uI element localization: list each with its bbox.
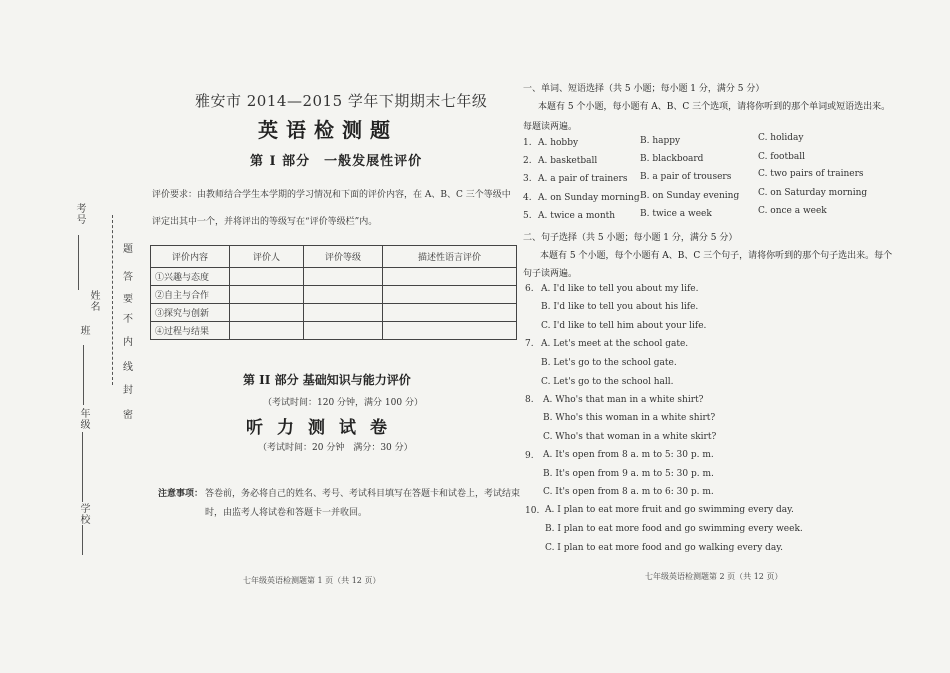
table-cell-description bbox=[383, 322, 517, 340]
question-number: 2. bbox=[523, 156, 532, 166]
option-c: C. Let's go to the school hall. bbox=[541, 377, 674, 387]
class-label: 班 bbox=[78, 325, 89, 336]
option-b: B. a pair of trousers bbox=[640, 172, 732, 182]
table-cell-evaluator bbox=[230, 322, 304, 340]
part2-time: （考试时间：120 分钟，满分 100 分） bbox=[263, 398, 423, 408]
grade-line bbox=[82, 432, 83, 502]
seal-char: 内 bbox=[123, 337, 133, 348]
notice-line-2: 时，由监考人将试卷和答题卡一并收回。 bbox=[205, 508, 368, 518]
question-number: 7. bbox=[525, 339, 534, 349]
table-cell-grade bbox=[304, 268, 383, 286]
option-b: B. Let's go to the school gate. bbox=[541, 358, 677, 368]
option-b: B. twice a week bbox=[640, 209, 712, 219]
seal-char: 题 bbox=[123, 244, 133, 255]
school-label: 学校 bbox=[78, 503, 89, 525]
option-b: B. on Sunday evening bbox=[640, 191, 740, 201]
evaluation-table bbox=[150, 245, 517, 340]
table-header-row bbox=[151, 246, 517, 268]
table-cell-grade bbox=[304, 286, 383, 304]
option-c: C. once a week bbox=[758, 206, 827, 216]
option-c: C. Who's that woman in a white skirt? bbox=[543, 432, 717, 442]
seal-char: 答 bbox=[123, 272, 133, 283]
listening-time: （考试时间：20 分钟 满分：30 分） bbox=[258, 443, 413, 453]
notice-line-1: 答卷前，务必将自己的姓名、考号、考试科目填写在答题卡和试卷上，考试结束 bbox=[205, 489, 521, 499]
seal-char: 封 bbox=[123, 385, 133, 396]
option-b: B. Who's this woman in a white shirt? bbox=[543, 413, 716, 423]
option-b: B. It's open from 9 a. m to 5: 30 p. m. bbox=[543, 469, 714, 479]
seal-char: 不 bbox=[123, 314, 133, 325]
table-row bbox=[151, 304, 517, 322]
seal-char: 线 bbox=[123, 362, 133, 373]
table-header-cell: 评价内容 bbox=[151, 246, 230, 268]
table-cell-evaluator bbox=[230, 286, 304, 304]
table-cell-description bbox=[383, 268, 517, 286]
table-header-cell: 评价等级 bbox=[304, 246, 383, 268]
option-a: A. basketball bbox=[538, 156, 598, 166]
table-cell-evaluator bbox=[230, 268, 304, 286]
question-number: 9. bbox=[525, 451, 534, 461]
section1-title: 一、单词、短语选择（共 5 小题；每小题 1 分，满分 5 分） bbox=[523, 84, 765, 94]
option-a: A. hobby bbox=[538, 138, 579, 148]
section2-desc-1: 本题有 5 个小题，每个小题有 A、B、C 三个句子，请将你听到的那个句子选出来。每个 bbox=[540, 251, 893, 261]
part2-title: 第 II 部分 基础知识与能力评价 bbox=[243, 373, 411, 387]
table-cell-description bbox=[383, 286, 517, 304]
requirement-line-1: 评价要求：由教师结合学生本学期的学习情况和下面的评价内容，在 A、B、C 三个等级中 bbox=[152, 190, 511, 200]
table-row bbox=[151, 322, 517, 340]
option-a: A. I plan to eat more fruit and go swimming every day. bbox=[545, 505, 794, 515]
table-cell-content: ③探究与创新 bbox=[151, 304, 230, 322]
option-b: B. I plan to eat more food and go swimming every week. bbox=[545, 524, 803, 534]
question-number: 8. bbox=[525, 395, 534, 405]
option-a: A. Let's meet at the school gate. bbox=[541, 339, 689, 349]
table-cell-evaluator bbox=[230, 304, 304, 322]
option-c: C. two pairs of trainers bbox=[758, 169, 864, 179]
option-b: B. blackboard bbox=[640, 154, 704, 164]
option-c: C. I'd like to tell him about your life. bbox=[541, 321, 707, 331]
seal-char: 密 bbox=[123, 410, 133, 421]
question-number: 10. bbox=[525, 506, 540, 516]
grade-label: 年级 bbox=[78, 408, 89, 430]
part1-title: 第 I 部分 一般发展性评价 bbox=[250, 154, 423, 169]
section2-desc-2: 句子读两遍。 bbox=[523, 269, 578, 279]
table-header-cell: 描述性语言评价 bbox=[383, 246, 517, 268]
option-c: C. It's open from 8 a. m to 6: 30 p. m. bbox=[543, 487, 714, 497]
option-b: B. I'd like to tell you about his life. bbox=[541, 302, 699, 312]
table-row bbox=[151, 286, 517, 304]
section2-title: 二、句子选择（共 5 小题；每小题 1 分，满分 5 分） bbox=[523, 233, 738, 243]
exam-number-line bbox=[78, 235, 79, 290]
seal-dashed-line bbox=[112, 215, 113, 385]
question-number: 5. bbox=[523, 211, 532, 221]
option-a: A. Who's that man in a white shirt? bbox=[543, 395, 704, 405]
table-cell-content: ①兴趣与态度 bbox=[151, 268, 230, 286]
option-c: C. I plan to eat more food and go walking every day. bbox=[545, 543, 784, 553]
notice-label: 注意事项： bbox=[158, 489, 204, 499]
option-c: C. football bbox=[758, 152, 805, 162]
table-header-cell: 评价人 bbox=[230, 246, 304, 268]
table-cell-grade bbox=[304, 304, 383, 322]
requirement-line-2: 评定出其中一个，并将评出的等级写在“评价等级栏”内。 bbox=[152, 217, 378, 227]
option-a: A. It's open from 8 a. m to 5: 30 p. m. bbox=[543, 450, 714, 460]
question-number: 1. bbox=[523, 138, 532, 148]
option-c: C. on Saturday morning bbox=[758, 188, 868, 198]
option-a: A. on Sunday morning bbox=[538, 193, 640, 203]
table-cell-description bbox=[383, 304, 517, 322]
page-1-footer: 七年级英语检测题第 1 页（共 12 页） bbox=[243, 576, 381, 585]
table-cell-content: ④过程与结果 bbox=[151, 322, 230, 340]
exam-title-line: 雅安市 2014—2015 学年下期期末七年级 bbox=[195, 92, 488, 110]
class-line bbox=[83, 345, 84, 405]
table-row bbox=[151, 268, 517, 286]
option-a: A. twice a month bbox=[538, 211, 616, 221]
option-a: A. a pair of trainers bbox=[538, 174, 628, 184]
option-a: A. I'd like to tell you about my life. bbox=[541, 284, 699, 294]
option-c: C. holiday bbox=[758, 133, 804, 143]
table-cell-grade bbox=[304, 322, 383, 340]
exam-main-title: 英语检测题 bbox=[258, 118, 398, 142]
question-number: 4. bbox=[523, 193, 532, 203]
table-cell-content: ②自主与合作 bbox=[151, 286, 230, 304]
section1-desc-2: 每题读两遍。 bbox=[523, 122, 578, 132]
question-number: 3. bbox=[523, 174, 532, 184]
exam-number-label: 考号 bbox=[74, 203, 85, 225]
option-b: B. happy bbox=[640, 136, 681, 146]
school-line bbox=[82, 525, 83, 555]
name-label: 姓名 bbox=[88, 290, 99, 312]
section1-desc-1: 本题有 5 个小题，每小题有 A、B、C 三个选项，请将你听到的那个单词或短语选出来。 bbox=[538, 102, 891, 112]
listening-title: 听力测试卷 bbox=[246, 418, 401, 438]
seal-char: 要 bbox=[123, 294, 133, 305]
page-2-footer: 七年级英语检测题第 2 页（共 12 页） bbox=[645, 572, 783, 581]
question-number: 6. bbox=[525, 284, 534, 294]
